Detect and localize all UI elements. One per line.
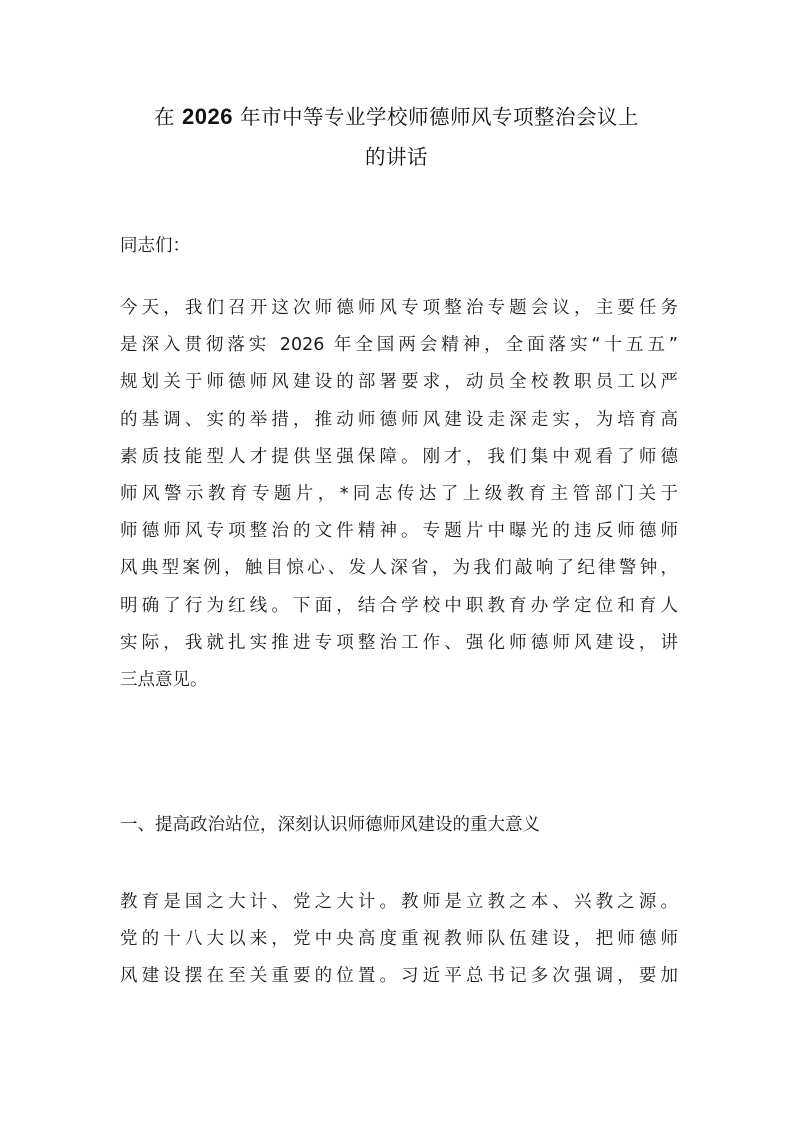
document-title	[110, 97, 683, 177]
title-line-2: 的讲话	[365, 145, 428, 169]
paragraph-intro	[120, 290, 678, 699]
text-line: 三点意见。	[120, 670, 208, 691]
text-line: 明确了行为红线。下面，结合学校中职教育办学定位和育人	[120, 595, 678, 616]
text-line: 是深入贯彻落实 2026 年全国两会精神，全面落实“十五五”	[120, 335, 678, 356]
text-line: 的基调、实的举措，推动师德师风建设走深走实，为培育高	[120, 409, 678, 430]
text-line: 风典型案例，触目惊心、发人深省，为我们敲响了纪律警钟，	[120, 558, 678, 579]
text-line: 师德师风专项整治的文件精神。专题片中曝光的违反师德师	[120, 521, 678, 542]
text-line: 党的十八大以来，党中央高度重视教师队伍建设，把师德师	[120, 929, 678, 950]
title-line-1: 在 2026 年市中等专业学校师德师风专项整治会议上	[154, 104, 639, 129]
section-heading-1: 一、提高政治站位，深刻认识师德师风建设的重大意义	[120, 815, 540, 835]
paragraph-section-1	[120, 884, 678, 996]
text-line: 今天，我们召开这次师德师风专项整治专题会议，主要任务	[120, 298, 678, 318]
text-line: 素质技能型人才提供坚强保障。刚才，我们集中观看了师德	[120, 446, 678, 467]
text-line: 规划关于师德师风建设的部署要求，动员全校教职员工以严	[120, 372, 678, 393]
greeting: 同志们：	[120, 236, 190, 256]
text-line: 风建设摆在至关重要的位置。习近平总书记多次强调，要加	[120, 966, 678, 987]
text-line: 师风警示教育专题片，*同志传达了上级教育主管部门关于	[120, 484, 678, 505]
text-line: 教育是国之大计、党之大计。教师是立教之本、兴教之源。	[120, 892, 678, 912]
text-line: 实际，我就扎实推进专项整治工作、强化师德师风建设，讲	[120, 632, 678, 653]
